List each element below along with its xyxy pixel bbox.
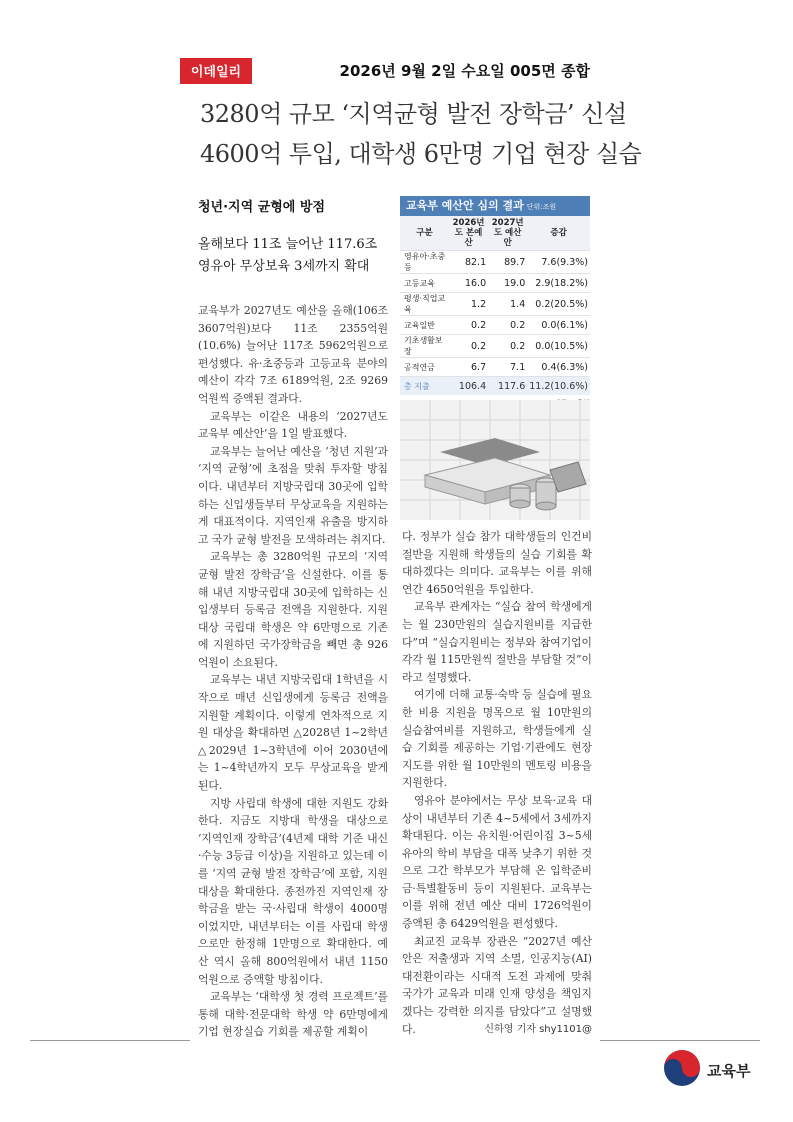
table-cell: 117.6 — [488, 377, 527, 396]
paragraph: 교육부는 총 3280억원 규모의 ‘지역균형 발전 장학금’을 신설한다. 이를 통해 내년 지방국립대 30곳에 입학하는 신입생부터 등록금 전액을 지원한다. 지원 대상 국립대 학생은 약 6만명으로 기존에 지원하던 국가장학금을 빼면 총 926억원이 소요된다. — [198, 550, 388, 669]
budget-table — [400, 216, 590, 395]
table-cell: 기초생활보장 — [400, 335, 449, 358]
budget-table-box — [400, 196, 590, 408]
paragraph: 교육부가 2027년도 예산을 올해(106조 3607억원)보다 11조 2355억원(10.6%) 늘어난 117조 5962억원으로 편성했다. 유·초중등과 고등교육 분야의 예산이 각각 7조 6189억원, 2조 9269억원씩 증액된 결과다. — [198, 304, 388, 405]
table-cell: 0.2(20.5%) — [527, 293, 590, 316]
byline: 신하영 기자 shy1101@ — [484, 1023, 592, 1035]
table-cell: 평생·직업교육 — [400, 293, 449, 316]
table-title-text: 교육부 예산안 심의 결과 — [406, 199, 524, 212]
table-cell: 106.4 — [449, 377, 488, 396]
table-cell: 6.7 — [449, 358, 488, 377]
table-cell: 0.2 — [488, 316, 527, 335]
books-coins-illustration — [400, 400, 590, 520]
paragraph: 교육부는 내년 지방국립대 1학년을 시작으로 매년 신입생에게 등록금 전액을 지원할 계획이다. 이렇게 연차적으로 지원 대상을 확대하면 △2028년 1~2학년 △2029년 1~3학년에 이어 2030년에는 1~4학년까지 모두 무상교육을 받게 된다. — [198, 673, 388, 793]
table-row — [400, 274, 590, 293]
deck-line-1: 올해보다 11조 늘어난 117.6조 — [198, 237, 378, 252]
headline-1: 3280억 규모 ‘지역균형 발전 장학금’ 신설 — [200, 100, 627, 128]
table-header: 구분 — [400, 216, 449, 251]
paragraph: 다. 정부가 실습 참가 대학생들의 인건비 절반을 지원해 학생들의 실습 기회를 확대하겠다는 의미다. 교육부는 이를 위해 연간 4650억원을 투입한다. — [402, 530, 592, 596]
article-column-2 — [402, 528, 592, 1038]
table-cell: 2.9(18.2%) — [527, 274, 590, 293]
table-cell: 0.2 — [449, 316, 488, 335]
paragraph: 교육부는 늘어난 예산을 ‘청년 지원’과 ‘지역 균형’에 초점을 맞춰 투자할 방침이다. 내년부터 지방국립대 30곳에 입학하는 신입생들부터 무상교육을 지원하는 게 대표적이다. 지역인재 유출을 방지하고 국가 균형 발전을 모색하려는 취지다. — [198, 444, 388, 546]
table-cell: 0.2 — [488, 335, 527, 358]
table-cell: 공적연금 — [400, 358, 449, 377]
headline-2: 4600억 투입, 대학생 6만명 기업 현장 실습 — [200, 140, 642, 168]
table-cell: 영유아·초중등 — [400, 251, 449, 274]
table-header-row — [400, 216, 590, 251]
deck — [198, 234, 377, 278]
table-cell: 89.7 — [488, 251, 527, 274]
table-cell: 7.1 — [488, 358, 527, 377]
table-cell: 0.0(6.1%) — [527, 316, 590, 335]
table-row — [400, 335, 590, 358]
table-cell: 총 지출 — [400, 377, 449, 396]
table-total-row — [400, 377, 590, 396]
ministry-name: 교육부 — [707, 1062, 751, 1080]
table-cell: 11.2(10.6%) — [527, 377, 590, 396]
table-cell: 고등교육 — [400, 274, 449, 293]
table-header: 증감 — [527, 216, 590, 251]
table-cell: 1.2 — [449, 293, 488, 316]
footer-rule-right — [600, 1040, 760, 1041]
paragraph: 교육부는 이같은 내용의 ‘2027년도 교육부 예산안’을 1일 발표했다. — [198, 409, 388, 441]
paragraph-text: 최교진 교육부 장관은 “2027년 예산안은 저출생과 지역 소멸, 인공지능(AI) 대전환이라는 시대적 도전 과제에 맞춰 국가가 교육과 미래 인재 양성을 책임지겠다는 강력한 의지를 담았다”고 설명했다. — [402, 934, 592, 1036]
deck-line-2: 영유아 무상보육 3세까지 확대 — [198, 259, 370, 274]
table-title — [400, 196, 590, 216]
table-unit: 단위:조원 — [526, 203, 557, 211]
table-cell: 19.0 — [488, 274, 527, 293]
table-cell: 7.6(9.3%) — [527, 251, 590, 274]
table-row — [400, 251, 590, 274]
table-row — [400, 293, 590, 316]
paragraph: 여기에 더해 교통·숙박 등 실습에 필요한 비용 지원을 명목으로 월 10만원의 실습참여비를 지원하고, 학생들에게 실습 기회를 제공하는 기업·기관에도 현장 지도를 위한 월 10만원의 멘토링 비용을 지원한다. — [402, 688, 592, 790]
table-cell: 0.4(6.3%) — [527, 358, 590, 377]
newspaper-logo: 이데일리 — [180, 58, 252, 84]
paragraph — [402, 933, 592, 1039]
paragraph: 지방 사립대 학생에 대한 지원도 강화한다. 지금도 지방대 학생을 대상으로 ‘지역인재 장학금’(4년제 대학 기준 내신·수능 3등급 이상)을 지원하고 있는데 이를 ‘지역 균형 발전 장학금’에 포함, 지원 대상을 확대한다. 종전까진 지역인재 장학금을 받는 국·사립대 학생이 4000명이었지만, 내년부터는 이를 사립대 학생으로만 한정해 1만명으로 확대한다. 예산 역시 올해 800억원에서 내년 1150억원으로 증액할 방침이다. — [198, 796, 388, 986]
dateline: 2026년 9월 2일 수요일 005면 종합 — [339, 62, 590, 80]
paragraph: 교육부는 ‘대학생 첫 경력 프로젝트’를 통해 대학·전문대학 학생 약 6만명에게 기업 현장실습 기회를 제공할 계획이 — [198, 990, 388, 1039]
ministry-emblem — [660, 1046, 704, 1090]
table-cell: 교육일반 — [400, 316, 449, 335]
article-column-1 — [198, 302, 388, 1041]
table-cell: 0.2 — [449, 335, 488, 358]
table-header: 2026년도 본예산 — [449, 216, 488, 251]
table-cell: 82.1 — [449, 251, 488, 274]
table-cell: 1.4 — [488, 293, 527, 316]
table-cell: 0.0(10.5%) — [527, 335, 590, 358]
section-subhead: 청년·지역 균형에 방점 — [198, 200, 326, 215]
table-row — [400, 358, 590, 377]
footer-rule-left — [30, 1040, 190, 1041]
paragraph: 영유아 분야에서는 무상 보육·교육 대상이 내년부터 기존 4~5세에서 3세까지 확대된다. 이는 유치원·어린이집 3~5세 유아의 학비 부담을 대폭 낮추기 위한 것으로 그간 학부모가 부담해 온 입학준비금·특별활동비 등이 지원된다. 교육부는 이를 위해 전년 예산 대비 1726억원이 증액된 총 6429억원을 편성했다. — [402, 793, 592, 931]
table-cell: 16.0 — [449, 274, 488, 293]
table-row — [400, 316, 590, 335]
table-header: 2027년도 예산안 — [488, 216, 527, 251]
paragraph: 교육부 관계자는 “실습 참여 학생에게는 월 230만원의 실습지원비를 지급한다”며 “실습지원비는 정부와 참여기업이 각각 월 115만원씩 절반을 부담할 것”이라고 설명했다. — [402, 600, 592, 684]
